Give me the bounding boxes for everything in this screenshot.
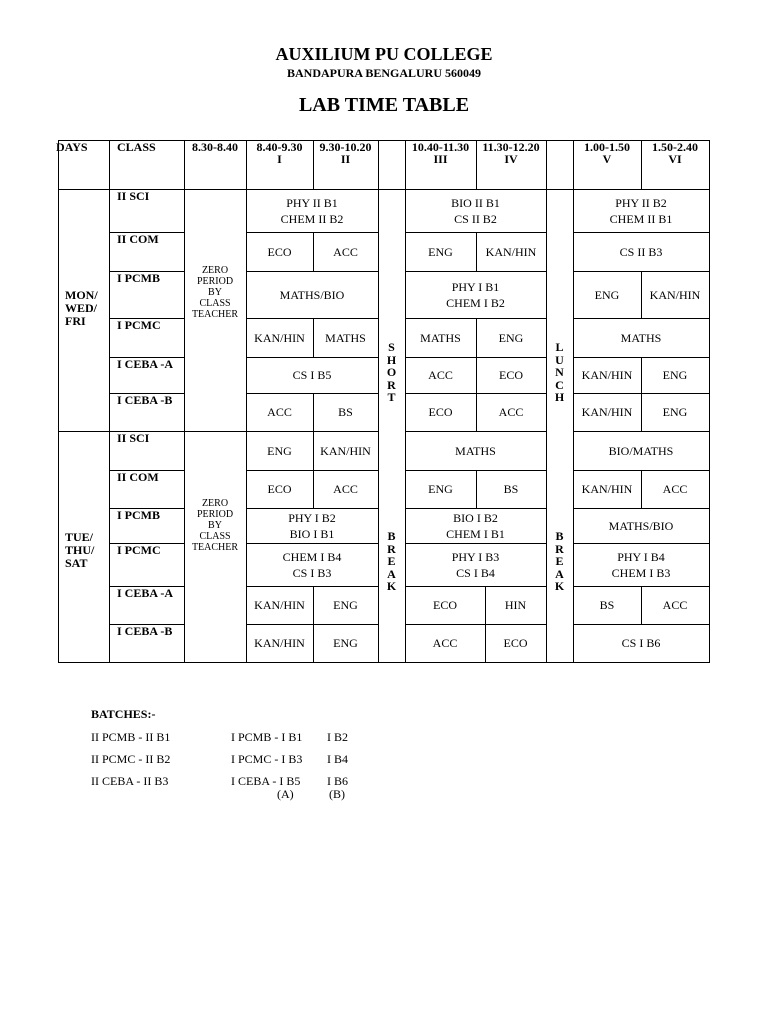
- timetable-cell: ACC: [428, 368, 453, 382]
- lunch-break-label: B: [555, 529, 564, 543]
- lunch-break-label: H: [554, 390, 565, 404]
- batch-item: II PCMB - II B1: [91, 730, 171, 744]
- grid-line-horizontal: [58, 431, 110, 432]
- timetable-cell: ECO: [267, 244, 292, 259]
- timetable-cell: BS: [599, 598, 615, 612]
- header-period-time: 11.30-12.20: [482, 140, 540, 154]
- timetable-cell: ECO: [428, 405, 453, 419]
- timetable-cell: MATHS/BIO: [608, 518, 674, 533]
- cell-line: PHY I B3: [451, 549, 500, 564]
- batch-item: I PCMC - I B3: [231, 752, 303, 766]
- grid-line-vertical: [709, 140, 710, 663]
- class-label: I CEBA -B: [117, 393, 173, 407]
- batch-item: I B2: [327, 730, 348, 744]
- timetable-cell: KAN/HIN: [320, 443, 371, 458]
- timetable-cell: HIN: [504, 598, 527, 612]
- day-label-mwf: MON/: [65, 288, 98, 302]
- timetable-cell: ACC: [662, 482, 688, 496]
- day-label-tts: SAT: [65, 556, 88, 570]
- timetable-cell: MATHS: [455, 443, 496, 458]
- day-label-tts: THU/: [65, 543, 95, 557]
- header-zero-time: 8.30-8.40: [192, 140, 238, 154]
- grid-line-horizontal: [58, 662, 710, 663]
- timetable-cell: CS II B3: [619, 244, 663, 259]
- zero-period-label: TEACHER: [191, 542, 239, 553]
- timetable-cell: KAN/HIN: [485, 244, 537, 259]
- lunch-break-label: R: [555, 541, 564, 556]
- header-period-number: III: [433, 152, 448, 166]
- zero-period-label: CLASS: [199, 531, 231, 542]
- cell-line: BIO II B1: [451, 195, 500, 210]
- timetable-cell: CS I B5: [292, 368, 332, 382]
- short-break-label: B: [387, 529, 396, 543]
- grid-line-vertical: [546, 140, 547, 663]
- header-period-number: VI: [668, 152, 682, 166]
- timetable-cell: BS: [503, 482, 519, 496]
- cell-line: CS II B2: [454, 211, 497, 226]
- class-label: II SCI: [117, 431, 150, 445]
- timetable-cell: CS I B6: [621, 636, 661, 650]
- header-period-number: I: [277, 152, 282, 166]
- cell-line: CHEM II B2: [280, 211, 344, 226]
- batch-item: I B4: [327, 752, 348, 766]
- class-label: I PCMB: [117, 271, 160, 285]
- lunch-break-label: A: [555, 566, 564, 581]
- cell-line: PHY II B1: [286, 195, 338, 210]
- zero-period-label: CLASS: [199, 298, 231, 309]
- batch-item: I PCMB - I B1: [231, 730, 303, 744]
- header-period-number: V: [602, 152, 612, 166]
- timetable-cell: ENG: [662, 368, 688, 382]
- lunch-break-label: K: [554, 579, 565, 593]
- cell-line: CS I B3: [292, 565, 332, 580]
- timetable-cell: KAN/HIN: [581, 405, 633, 419]
- short-break-label: R: [387, 377, 396, 392]
- timetable-cell: ENG: [428, 244, 453, 259]
- timetable-cell: MATHS: [325, 330, 366, 345]
- class-label: II COM: [117, 232, 159, 246]
- header-period-time: 8.40-9.30: [256, 140, 303, 154]
- timetable-cell: KAN/HIN: [581, 482, 633, 496]
- lunch-break-label: C: [555, 377, 564, 392]
- grid-line-horizontal: [184, 431, 247, 432]
- class-label: I PCMC: [117, 543, 161, 557]
- cell-line: CHEM II B1: [609, 211, 673, 226]
- short-break-label: T: [387, 390, 396, 404]
- batch-item: I B6: [327, 774, 348, 788]
- header-days: DAYS: [56, 140, 88, 154]
- grid-line-vertical: [184, 140, 185, 663]
- timetable-cell: ENG: [428, 482, 453, 496]
- class-label: I PCMC: [117, 318, 161, 332]
- timetable-cell: MATHS/BIO: [279, 287, 345, 302]
- timetable-cell: ECO: [499, 368, 523, 382]
- timetable-cell: ACC: [267, 405, 292, 419]
- timetable-cell: KAN/HIN: [254, 598, 305, 612]
- timetable-cell: BIO/MATHS: [608, 443, 674, 458]
- timetable-cell: ENG: [267, 443, 292, 458]
- document-title: LAB TIME TABLE: [298, 94, 470, 116]
- class-label: I CEBA -A: [117, 586, 174, 600]
- class-label: II COM: [117, 470, 159, 484]
- cell-line: CHEM I B1: [446, 526, 505, 541]
- header-period-number: IV: [504, 152, 518, 166]
- zero-period-label: TEACHER: [191, 309, 239, 320]
- college-address: BANDAPURA BENGALURU 560049: [286, 66, 481, 80]
- zero-period-label: BY: [208, 287, 222, 298]
- class-label: I CEBA -B: [117, 624, 173, 638]
- timetable-cell: [246, 189, 378, 232]
- timetable-cell: MATHS: [620, 330, 662, 345]
- timetable-cell: [405, 508, 546, 543]
- zero-period-label: PERIOD: [196, 276, 234, 287]
- timetable-cell: BS: [338, 405, 353, 419]
- batch-item: I CEBA - I B5: [231, 774, 301, 788]
- timetable-cell: ACC: [662, 598, 688, 612]
- header-class: CLASS: [117, 140, 156, 154]
- lunch-break-label: U: [555, 352, 564, 367]
- timetable-cell: [573, 543, 709, 586]
- timetable-cell: [405, 543, 546, 586]
- header-period-time: 9.30-10.20: [319, 140, 372, 154]
- timetable-cell: ECO: [267, 482, 292, 496]
- lunch-break-label: E: [555, 554, 564, 568]
- timetable-cell: [573, 189, 709, 232]
- day-label-tts: TUE/: [65, 530, 94, 544]
- timetable-cell: [405, 189, 546, 232]
- timetable-cell: ENG: [333, 636, 358, 650]
- batches-heading: BATCHES:-: [91, 707, 156, 721]
- timetable-cell: [405, 271, 546, 318]
- cell-line: PHY I B1: [451, 279, 500, 294]
- timetable-cell: ENG: [498, 330, 524, 345]
- timetable-cell: KAN/HIN: [649, 287, 701, 302]
- day-label-mwf: FRI: [65, 314, 86, 328]
- timetable-cell: ACC: [498, 405, 524, 419]
- zero-period-label: ZERO: [201, 265, 229, 276]
- batch-group-label: (A): [277, 787, 294, 801]
- timetable-cell: ECO: [433, 598, 457, 612]
- short-break-label: A: [387, 566, 396, 581]
- batch-item: II CEBA - II B3: [91, 774, 169, 788]
- zero-period-label: PERIOD: [196, 509, 234, 520]
- college-name: AUXILIUM PU COLLEGE: [275, 44, 493, 64]
- timetable-cell: ACC: [333, 244, 358, 259]
- class-label: I CEBA -A: [117, 357, 174, 371]
- zero-period-label: BY: [208, 520, 222, 531]
- class-label: II SCI: [117, 189, 150, 203]
- timetable-cell: ECO: [503, 636, 528, 650]
- timetable-cell: ENG: [594, 287, 620, 302]
- batch-item: II PCMC - II B2: [91, 752, 171, 766]
- cell-line: BIO I B2: [453, 510, 498, 525]
- short-break-label: K: [386, 579, 397, 593]
- grid-line-vertical: [378, 140, 379, 663]
- cell-line: CS I B4: [456, 565, 495, 580]
- timetable-cell: KAN/HIN: [254, 330, 305, 345]
- short-break-label: O: [386, 365, 397, 379]
- short-break-label: R: [387, 541, 396, 556]
- short-break-label: S: [388, 340, 395, 354]
- cell-line: PHY I B2: [288, 510, 336, 525]
- timetable-cell: [246, 508, 378, 543]
- cell-line: CHEM I B2: [446, 295, 505, 310]
- cell-line: CHEM I B4: [282, 549, 342, 564]
- timetable-cell: [246, 543, 378, 586]
- lunch-break-label: N: [555, 365, 564, 379]
- header-period-number: II: [340, 152, 351, 166]
- short-break-label: H: [386, 352, 397, 367]
- header-period-time: 1.50-2.40: [652, 140, 698, 154]
- timetable-cell: MATHS: [420, 330, 461, 345]
- grid-line-vertical: [58, 140, 59, 663]
- header-period-time: 1.00-1.50: [584, 140, 630, 154]
- class-label: I PCMB: [117, 508, 160, 522]
- timetable-cell: KAN/HIN: [581, 368, 633, 382]
- cell-line: PHY II B2: [615, 195, 667, 210]
- batch-group-label: (B): [329, 787, 345, 801]
- cell-line: BIO I B1: [289, 526, 335, 541]
- timetable-cell: ENG: [662, 405, 688, 419]
- lunch-break-label: L: [555, 340, 564, 354]
- cell-line: CHEM I B3: [611, 565, 671, 580]
- timetable-cell: ACC: [333, 482, 358, 496]
- day-label-mwf: WED/: [65, 301, 98, 315]
- grid-line-vertical: [109, 140, 110, 663]
- timetable-cell: ACC: [432, 636, 458, 650]
- timetable-cell: ENG: [333, 598, 358, 612]
- cell-line: PHY I B4: [617, 549, 665, 564]
- timetable-cell: KAN/HIN: [254, 636, 305, 650]
- short-break-label: E: [387, 554, 396, 568]
- zero-period-label: ZERO: [201, 498, 229, 509]
- header-period-time: 10.40-11.30: [411, 140, 470, 154]
